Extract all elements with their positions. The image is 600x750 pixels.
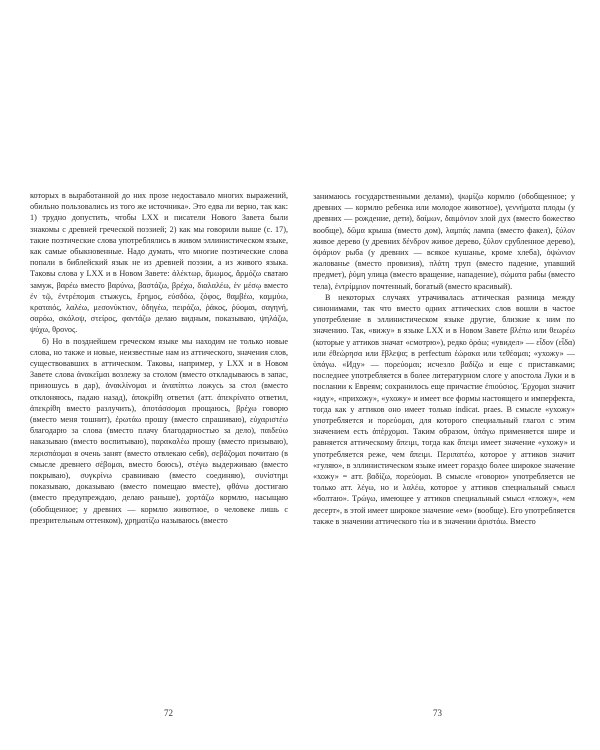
right-page-text — [313, 191, 575, 527]
left-page-number: 72 — [164, 708, 173, 718]
left-page-text — [30, 190, 288, 526]
left-paragraph-1: которых в выработанной до них прозе недоставало многих выражений, обильно пользовались из того же источника». Это едва ли верно, так как: 1) трудно допустить, чтобы LXX и писатели Нового Завета были знакомы с древней греческой поэзией; 2) как мы говорили выше (с. 17), такие поэтические слова употреблялись в живом эллинистическом языке, как самые обыкновенные. Надо думать, что многие поэтические слова попали в библейский язык не из древней поэзии, а из живого языка. Таковы слова у LXX и в Новом Завете: ἀλέκτωρ, ἄμωμος, ἄρμόζω сватаю замуж, βαρέω вместо βαρύνω, βαστάζω, βρέχω, διαλαλέω, ἐν μέσῳ вместо ἐν τῷ, ἐντρέπομαι стыжусь, ἔρημος, εὐσδόω, ζόφος, θαμβέω, καμμύω, κραταιός, λαλέω, μεσονύκτιον, ὀδηγέω, πειράζω, ῥάκος, ῥύομαι, σαγηνή, σαρόω, σκόλοψ, στείρος, φαντάζω делаю видным, показываю, ψηλάζω, ψύχω, θρονος. — [30, 191, 288, 335]
left-paragraph-2: б) Но в позднейшем греческом языке мы находим не только новые слова, но также и новые, неизвестные нам из аттического, значения слов, существовавших в аттическом. Таковы, например, у LXX и в Новом Завете слова ἀνακεῖμαι возлежу за столом (вместо откладываюсь в запас, приношусь в дар), ἀνακλίνομαι и ἀναπίπτω ложусь за стол (вместо отклоняюсь, падаю назад), ἀποκρίθη ответил (атт. ἀπεκρίνατο ответил, ἀπεκρίθη вместо разлучить), ἀποτάσσομαι прощаюсь, βρέχω говорю (вместо меня тошнит), ἐρωτάω прошу (вместо спрашиваю), εὐχαριστέω благодарю за слова (вместо плачу благодарностью за дело), παιδεύω наказываю (вместо воспитываю), παρακαλέω прошу (вместо призываю), περισπάομαι я очень занят (вместо отвлекаю себя), σεβάζομαι почитаю (в смысле древнего σέβομαι, вместо боюсь), στέγω выдерживаю (вместо покрываю), συγκρίνω сравниваю (вместо соединяю), συνίστημι показываю, доказываю (вместо помещаю вместе), φθάνω достигаю (вместо предупреждаю, делаю раньше), χορτάζω кормлю, насыщаю (обобщенное; у древних — кормлю животное, о человеке лишь с презрительным оттенком), χρηματίζω называюсь (вместо — [30, 336, 288, 525]
right-paragraph-2: В некоторых случаях утрачивалась аттическая разница между синонимами, так что вместо одних аттических слов вошли в частое употребление в эллинистическом языке другие, близкие к ним по значению. Так, «вижу» в языке LXX и в Новом Завете βλέπω или θεωρέω (которые у аттиков значат «смотрю»), редко ὁράω; «увидел» — εἶδον (εἶδα) или ἐθεώρησα или ἔβλεψα; в perfectum ἑώρακα или τεθέαμαι; «ухожу» — ὑπάγω. «Иду» — πορεύομαι; исчезло βαδίζω и еще с приставками; последнее употребляется в более литературном слоге у апостола Луки и в послании к Евреям; сохранилось еще причастие ἐπιούσιος. Ἐρχομαι значит «иду», «прихожу», «ухожу» и имеет все формы настоящего и имперфекта, тогда как у аттиков оно имеет только indicat. praes. В смысле «ухожу» употребляется и πορεύομαι, для которого специальный глагол с этим значением есть ἀπέρχομαι. Таким образом, ὑπάγω применяется шире и равняется аттическому ἄπειμι, тогда как ἄπειμι имеет значение «ухожу» и употребляется реже, чем ἄπειμι. Περιπατέω, которое у аттиков значит «гуляю», в эллинистическом языке имеет гораздо более широкое значение «хожу» = атт. βαδίζω, πορεύομαι. В смысле «говорю» употребляется не только атт. λέγω, но и λαλέω, которое у аттиков специальный смысл «болтаю». Τρώγω, имеющее у аттиков специальный смысл «гложу», «ем десерт», в этой имеет широкое значение «ем» (вообще). Его употребляется также в значении аттического τίω и в значении ἀριστάω. Вместо — [313, 292, 575, 526]
right-paragraph-1: занимаюсь государственными делами), ψωμίζω кормлю (обобщенное; у древних — кормлю ребенка или молодое животное), γεννήματα плоды (у древних — рождение, дети), δαίμων, δαιμόνιον злой дух (вместо божество вообще), δῶμα крыша (вместо дом), λαμπάς лампа (вместо факел), ξύλον живое дерево (у древних δένδρον живое дерево, ξύλον срубленное дерево), ὀψάριον рыба (у древних — всякое кушанье, кроме хлеба), ὀψώνιον жалованье (вместо провизия), πλάτη труп (вместо падение, упавший предмет), ῥύμη улица (вместо вращение, нападение), σώματα рабы (вместо тела), ἐντρίμμιον почтенный, богатый (вместо красивый). — [313, 192, 575, 291]
right-page-number: 73 — [433, 708, 442, 718]
